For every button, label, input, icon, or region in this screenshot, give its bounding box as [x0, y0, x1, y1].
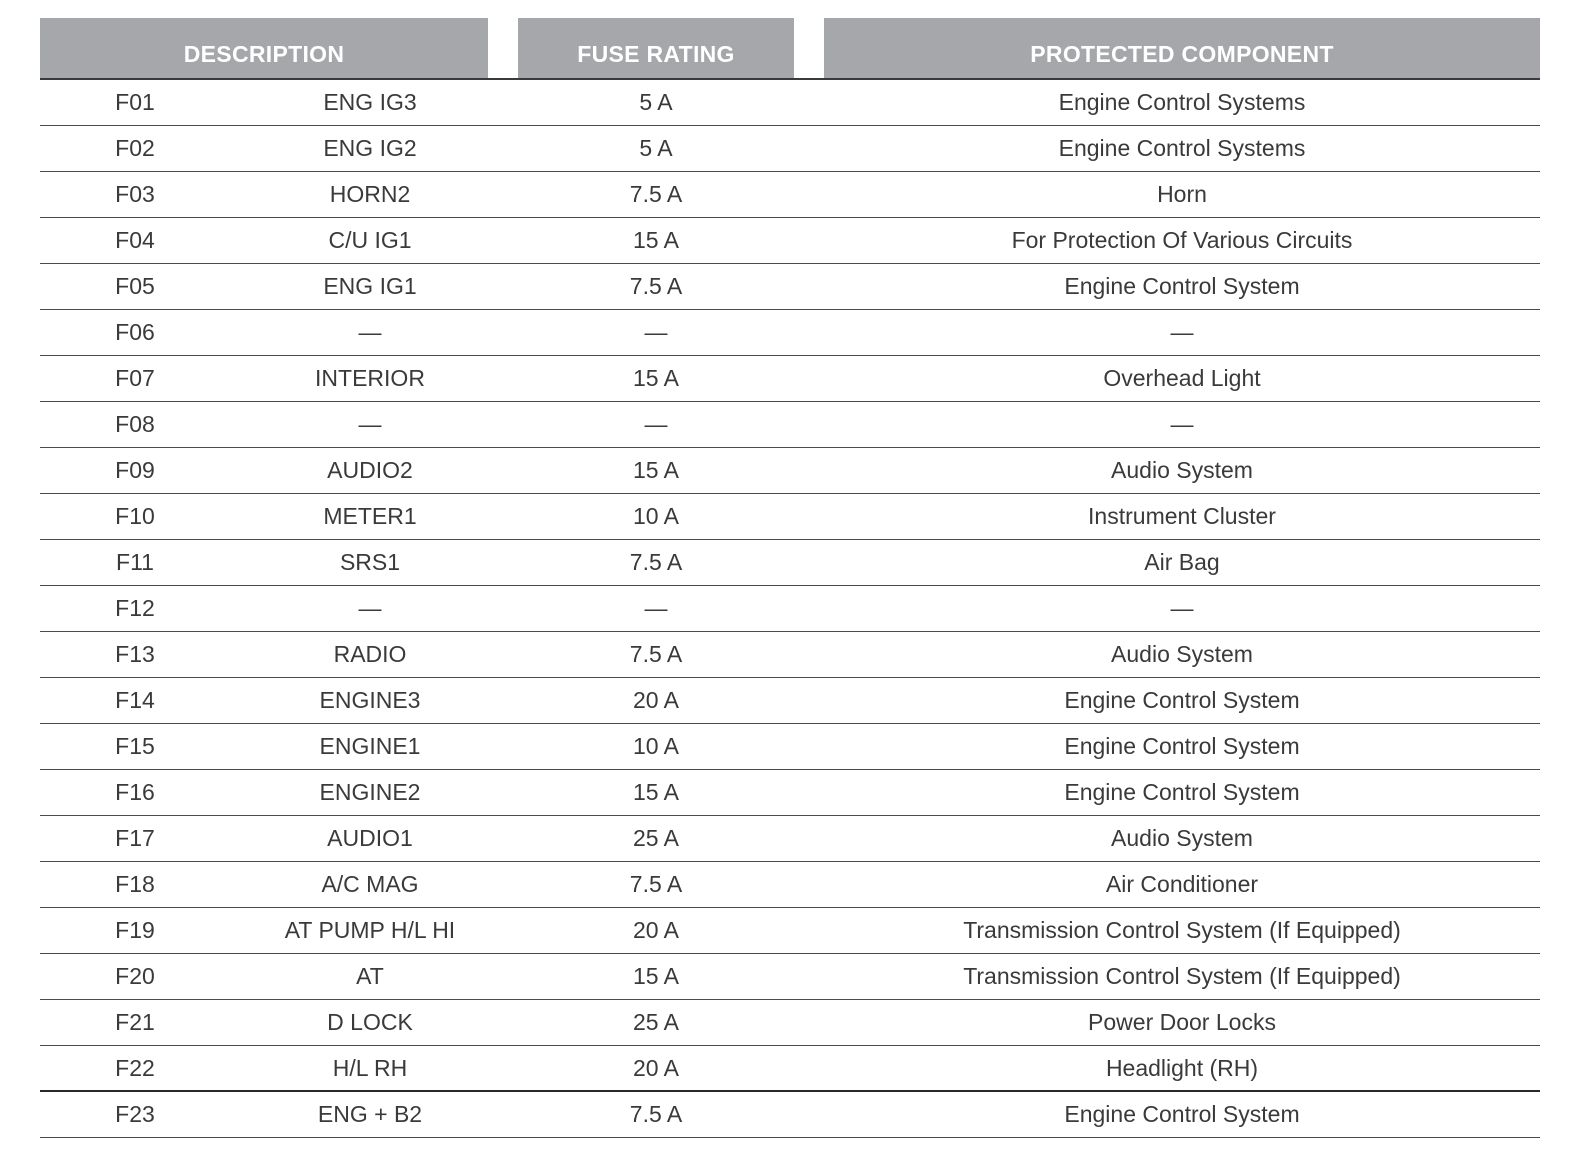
fuse-id-cell: F23 [115, 1100, 155, 1127]
table-row [40, 770, 1540, 816]
fuse-name-cell: D LOCK [327, 1008, 413, 1035]
fuse-rating-cell: 10 A [632, 502, 680, 529]
fuse-id-cell: F03 [115, 180, 155, 207]
protected-component-cell: For Protection Of Various Circuits [1011, 226, 1353, 253]
fuse-rating-cell: 20 A [632, 686, 680, 713]
protected-component-cell: Transmission Control System (If Equipped) [963, 962, 1401, 989]
fuse-id-cell: F04 [115, 226, 155, 253]
table-row [40, 816, 1540, 862]
fuse-id-cell: F21 [115, 1008, 155, 1035]
fuse-name-cell: SRS1 [339, 548, 401, 575]
fuse-rating-cell: 15 A [632, 456, 680, 483]
fuse-name-cell: RADIO [333, 640, 407, 667]
fuse-id-cell: F09 [115, 456, 155, 483]
fuse-id-cell: F16 [115, 778, 155, 805]
fuse-name-cell: ENG + B2 [317, 1100, 423, 1127]
fuse-name-cell: H/L RH [332, 1054, 408, 1081]
fuse-name-cell: AUDIO2 [327, 456, 413, 483]
protected-component-cell: Power Door Locks [1088, 1008, 1276, 1035]
table-row [40, 494, 1540, 540]
fuse-name-cell: INTERIOR [315, 364, 425, 391]
fuse-name-cell: — [358, 594, 382, 621]
fuse-id-cell: F02 [115, 134, 155, 161]
protected-component-cell: Horn [1157, 180, 1207, 207]
fuse-rating-cell: 20 A [632, 916, 680, 943]
fuse-rating-cell: 7.5 A [629, 870, 683, 897]
protected-component-cell: Overhead Light [1103, 364, 1261, 391]
table-row [40, 1092, 1540, 1138]
protected-component-cell: — [1170, 410, 1194, 437]
fuse-name-cell: ENGINE2 [319, 778, 421, 805]
fuse-name-cell: HORN2 [329, 180, 411, 207]
fuse-id-cell: F10 [115, 502, 155, 529]
fuse-rating-cell: 5 A [639, 88, 673, 115]
table-row [40, 1046, 1540, 1092]
table-row [40, 540, 1540, 586]
fuse-name-cell: AT PUMP H/L HI [284, 916, 456, 943]
table-row [40, 908, 1540, 954]
table-row [40, 678, 1540, 724]
protected-component-cell: Engine Control Systems [1058, 88, 1306, 115]
fuse-rating-cell: 5 A [639, 134, 673, 161]
fuse-id-cell: F08 [115, 410, 155, 437]
fuse-id-cell: F06 [115, 318, 155, 345]
fuse-name-cell: ENG IG1 [323, 272, 417, 299]
fuse-id-cell: F13 [115, 640, 155, 667]
table-row [40, 310, 1540, 356]
fuse-rating-cell: — [644, 410, 668, 437]
fuse-name-cell: AUDIO1 [327, 824, 413, 851]
fuse-id-cell: F07 [115, 364, 155, 391]
fuse-id-cell: F19 [115, 916, 155, 943]
fuse-rating-cell: 7.5 A [629, 272, 683, 299]
fuse-id-cell: F11 [116, 548, 154, 575]
fuse-rating-cell: 7.5 A [629, 180, 683, 207]
fuse-rating-cell: 15 A [632, 962, 680, 989]
fuse-rating-cell: 25 A [632, 824, 680, 851]
table-row [40, 586, 1540, 632]
table-row [40, 356, 1540, 402]
fuse-id-cell: F18 [115, 870, 155, 897]
fuse-rating-cell: 7.5 A [629, 1100, 683, 1127]
protected-component-cell: Engine Control System [1064, 1100, 1300, 1127]
fuse-id-cell: F22 [115, 1054, 155, 1081]
protected-component-cell: Engine Control System [1064, 778, 1300, 805]
header-fuse-rating: FUSE RATING [518, 18, 794, 78]
fuse-rating-cell: 15 A [632, 364, 680, 391]
fuse-id-cell: F17 [115, 824, 155, 851]
fuse-name-cell: — [358, 318, 382, 345]
protected-component-cell: Audio System [1111, 824, 1253, 851]
fuse-rating-cell: 25 A [632, 1008, 680, 1035]
protected-component-cell: Audio System [1111, 456, 1253, 483]
table-row [40, 632, 1540, 678]
fuse-id-cell: F12 [115, 594, 155, 621]
protected-component-cell: — [1170, 318, 1194, 345]
table-row [40, 172, 1540, 218]
fuse-id-cell: F20 [115, 962, 155, 989]
fuse-name-cell: ENG IG3 [323, 88, 417, 115]
table-row [40, 448, 1540, 494]
protected-component-cell: Engine Control System [1064, 686, 1300, 713]
fuse-rating-cell: 20 A [632, 1054, 680, 1081]
fuse-id-cell: F14 [115, 686, 155, 713]
table-row [40, 1000, 1540, 1046]
fuse-id-cell: F01 [115, 88, 155, 115]
table-header [40, 18, 1540, 80]
fuse-name-cell: C/U IG1 [328, 226, 412, 253]
protected-component-cell: Engine Control System [1064, 732, 1300, 759]
protected-component-cell: Air Bag [1144, 548, 1220, 575]
fuse-rating-cell: — [644, 318, 668, 345]
protected-component-cell: Audio System [1111, 640, 1253, 667]
protected-component-cell: Transmission Control System (If Equipped) [963, 916, 1401, 943]
protected-component-cell: Instrument Cluster [1088, 502, 1276, 529]
fuse-name-cell: AT [356, 962, 384, 989]
table-row [40, 218, 1540, 264]
fuse-name-cell: METER1 [323, 502, 417, 529]
protected-component-cell: Engine Control Systems [1058, 134, 1306, 161]
table-row [40, 862, 1540, 908]
protected-component-cell: Air Conditioner [1105, 870, 1259, 897]
table-row [40, 954, 1540, 1000]
header-description: DESCRIPTION [40, 18, 488, 78]
protected-component-cell: Headlight (RH) [1105, 1054, 1259, 1081]
fuse-rating-cell: 15 A [632, 226, 680, 253]
fuse-id-cell: F05 [115, 272, 155, 299]
table-row [40, 724, 1540, 770]
header-protected-component: PROTECTED COMPONENT [824, 18, 1540, 78]
fuse-name-cell: ENGINE3 [319, 686, 421, 713]
table-row [40, 402, 1540, 448]
protected-component-cell: Engine Control System [1064, 272, 1300, 299]
table-row [40, 264, 1540, 310]
fuse-name-cell: A/C MAG [321, 870, 419, 897]
fuse-rating-cell: 10 A [632, 732, 680, 759]
table-row [40, 126, 1540, 172]
fuse-rating-cell: 7.5 A [629, 548, 683, 575]
fuse-rating-cell: 7.5 A [629, 640, 683, 667]
table-row [40, 80, 1540, 126]
fuse-id-cell: F15 [115, 732, 155, 759]
protected-component-cell: — [1170, 594, 1194, 621]
fuse-name-cell: — [358, 410, 382, 437]
fuse-rating-cell: 15 A [632, 778, 680, 805]
fuse-rating-cell: — [644, 594, 668, 621]
fuse-table [40, 18, 1540, 1138]
fuse-name-cell: ENG IG2 [323, 134, 417, 161]
table-body [40, 80, 1540, 1138]
fuse-name-cell: ENGINE1 [319, 732, 421, 759]
